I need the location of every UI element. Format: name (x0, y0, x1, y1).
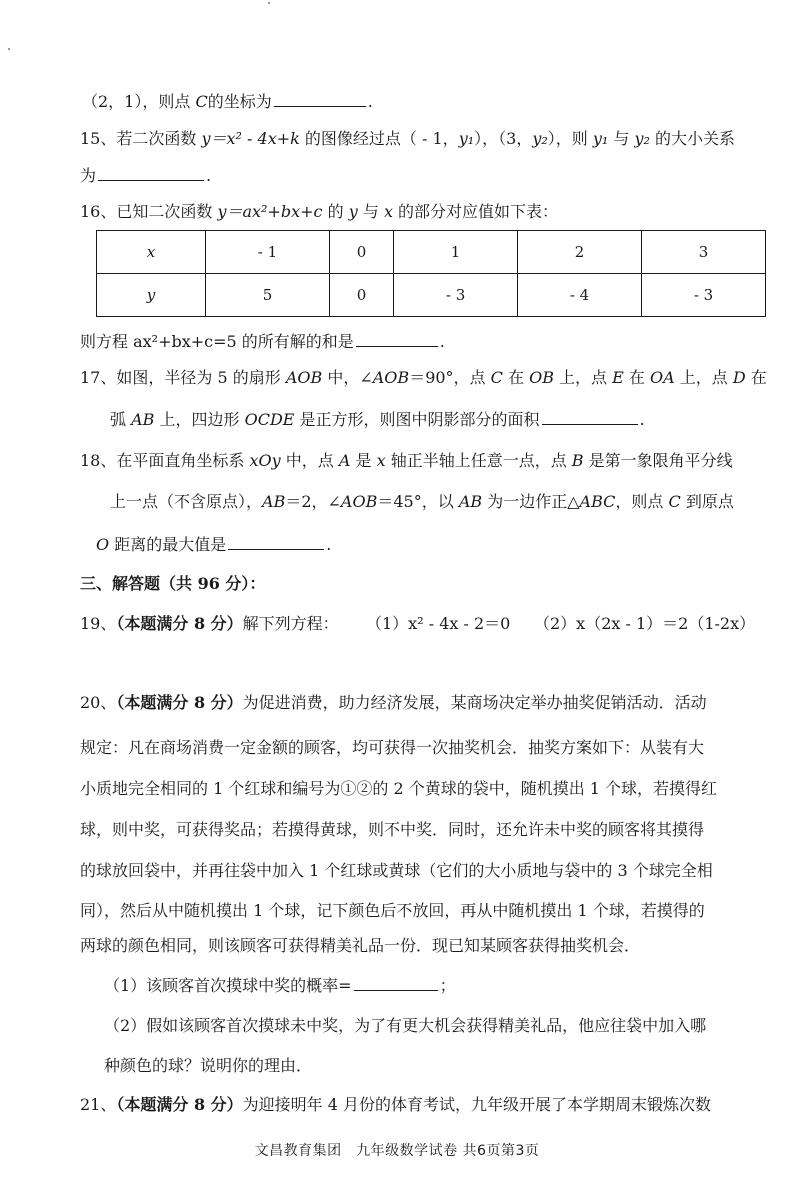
text: . (439, 332, 445, 351)
answer-blank (274, 88, 366, 107)
question-20-part2: （2）假如该顾客首次摸球未中奖，为了有更大机会获得精美礼品，他应往袋中加入哪 (104, 1016, 707, 1035)
text: 中，点 (280, 451, 339, 470)
text: 的部分对应值如下表： (392, 202, 559, 221)
var: AOB (285, 368, 323, 387)
text: 与 (608, 129, 635, 148)
q14-continuation (82, 88, 373, 114)
var: y₂ (532, 129, 548, 148)
var: y₁ (592, 129, 609, 148)
answer-blank (354, 972, 438, 991)
text: 上一点（不含原点）， (110, 492, 263, 511)
text: 上，点 (553, 368, 613, 387)
text: 与 (357, 202, 384, 221)
formula: y＝ax²+bx+c (217, 202, 323, 221)
question-21 (80, 1093, 711, 1117)
question-20-line4: 球，则中奖，可获得奖品；若摸得黄球，则不中奖．同时，还允许未中奖的顾客将其摸得 (80, 820, 705, 839)
table-cell: 0 (329, 231, 393, 274)
text: 轴正半轴上任意一点，点 (385, 451, 572, 470)
table-cell: - 4 (518, 274, 642, 317)
var: O (96, 535, 110, 554)
text: 19、 (80, 614, 117, 633)
table-cell: 5 (206, 274, 330, 317)
question-18 (80, 449, 733, 473)
text: 20、 (80, 693, 117, 712)
var: OCDE (244, 410, 295, 429)
text: （1）该顾客首次摸球中奖的概率= (104, 976, 352, 995)
var: B (571, 451, 584, 470)
var: AB (458, 492, 483, 511)
var: AOB (340, 492, 378, 511)
var: ABC (579, 492, 616, 511)
text: 为一边作正△ (482, 492, 580, 511)
var: A (338, 451, 351, 470)
text: 解下列方程： (242, 614, 339, 633)
table-cell: y (97, 274, 206, 317)
text: 的图像经过点（ - 1， (299, 129, 459, 148)
table-cell: 1 (394, 231, 518, 274)
text: ），则 (547, 129, 593, 148)
var: E (612, 368, 624, 387)
question-15 (80, 127, 735, 151)
question-18-line2 (110, 490, 734, 514)
text: . (206, 166, 212, 185)
text: 为促进消费，助力经济发展，某商场决定举办抽奖促销活动．活动 (242, 693, 707, 712)
var: y₂ (634, 129, 650, 148)
text: . (367, 92, 373, 111)
question-16 (80, 200, 558, 224)
var: AOB (372, 368, 410, 387)
question-20-line7: 两球的颜色相同，则该顾客可获得精美礼品一份．现已知某顾客获得抽奖机会． (80, 936, 641, 955)
question-19-part1: （1）x² - 4x - 2＝0 (366, 614, 511, 633)
question-20 (80, 691, 707, 715)
text: 是第一象限角平分线 (583, 451, 733, 470)
var: AB (131, 410, 155, 429)
score-note: （本题满分 8 分） (116, 1095, 243, 1114)
text: 是正方形，则图中阴影部分的面积 (294, 410, 540, 429)
table-cell: 2 (518, 231, 642, 274)
text: 中，∠ (322, 368, 373, 387)
question-20-part2-line2: 种颜色的球？说明你的理由． (104, 1056, 313, 1075)
var: OA (650, 368, 675, 387)
var-c: C (195, 92, 208, 111)
table-cell: - 3 (394, 274, 518, 317)
text: 的 (322, 202, 349, 221)
section-three-heading: 三、解答题（共 96 分）： (80, 574, 266, 593)
var: AB (262, 492, 286, 511)
text: 距离的最大值是 (109, 535, 227, 554)
scan-speck (8, 48, 10, 50)
formula: y＝x² - 4x+k (201, 129, 300, 148)
var: C (668, 492, 681, 511)
question-20-part1 (104, 972, 456, 998)
text: 15、若二次函数 (80, 129, 202, 148)
var: x (376, 451, 386, 470)
var: xOy (249, 451, 281, 470)
page-footer: 文昌教育集团 九年级数学试卷 共6页第3页 (254, 1143, 540, 1159)
question-18-line3 (96, 531, 331, 557)
scan-speck (268, 2, 270, 4)
question-17 (80, 366, 767, 390)
table-cell: 0 (329, 274, 393, 317)
question-16-line2 (80, 328, 445, 354)
text: ＝2，∠ (285, 492, 341, 511)
text: ＝90°，点 (409, 368, 491, 387)
score-note: （本题满分 8 分） (116, 693, 243, 712)
var: OB (529, 368, 554, 387)
text: 是 (350, 451, 377, 470)
table-cell: 3 (642, 231, 766, 274)
text: （2，1），则点 (82, 92, 196, 111)
text: 16、已知二次函数 (80, 202, 218, 221)
question-15-line2 (80, 162, 211, 188)
answer-blank (542, 406, 638, 425)
text: . (639, 410, 645, 429)
text: 的坐标为 (207, 92, 272, 111)
text: 的大小关系 (649, 129, 736, 148)
text: ； (439, 976, 456, 995)
question-19 (80, 612, 339, 636)
text: 上，点 (674, 368, 733, 387)
var: y₁ (458, 129, 475, 148)
text: 上，四边形 (154, 410, 245, 429)
text: . (326, 535, 332, 554)
answer-blank (356, 328, 438, 347)
question-19-part2: （2）x（2x - 1）＝2（1-2x） (534, 614, 756, 633)
text: ，则点 (615, 492, 669, 511)
question-20-line3: 小质地完全相同的 1 个红球和编号为①②的 2 个黄球的袋中，随机摸出 1 个球，若摸得红 (80, 779, 718, 798)
table-row (97, 231, 766, 274)
var: D (732, 368, 746, 387)
question-20-line6: 同），然后从中随机摸出 1 个球，记下颜色后不放回，再从中随机摸出 1 个球，若摸得的 (80, 901, 705, 920)
text: 21、 (80, 1095, 117, 1114)
text: 在 (745, 368, 767, 387)
question-20-line5: 的球放回袋中，并再往袋中加入 1 个红球或黄球（它们的大小质地与袋中的 3 个球完全相 (80, 861, 713, 880)
var: C (490, 368, 503, 387)
table-cell: - 1 (206, 231, 330, 274)
table-cell: x (97, 231, 206, 274)
text: 弧 (110, 410, 132, 429)
question-20-line2: 规定：凡在商场消费一定金额的顾客，均可获得一次抽奖机会．抽奖方案如下：从装有大 (80, 738, 705, 757)
text: 为 (80, 166, 97, 185)
score-note: （本题满分 8 分） (116, 614, 243, 633)
table-cell: - 3 (642, 274, 766, 317)
answer-blank (228, 531, 324, 550)
text: ＝45°，以 (377, 492, 459, 511)
var: x (383, 202, 393, 221)
value-table (96, 230, 766, 317)
text: 则方程 ax²+bx+c=5 的所有解的和是 (80, 332, 354, 351)
text: 在 (623, 368, 651, 387)
text: ），（3， (474, 129, 533, 148)
table-row (97, 274, 766, 317)
text: 17、如图，半径为 5 的扇形 (80, 368, 286, 387)
answer-blank (98, 162, 204, 181)
question-17-line2 (110, 406, 645, 432)
var: y (348, 202, 358, 221)
text: 到原点 (680, 492, 734, 511)
text: 为迎接明年 4 月份的体育考试，九年级开展了本学期周末锻炼次数 (242, 1095, 712, 1114)
text: 在 (502, 368, 530, 387)
text: 18、在平面直角坐标系 (80, 451, 250, 470)
